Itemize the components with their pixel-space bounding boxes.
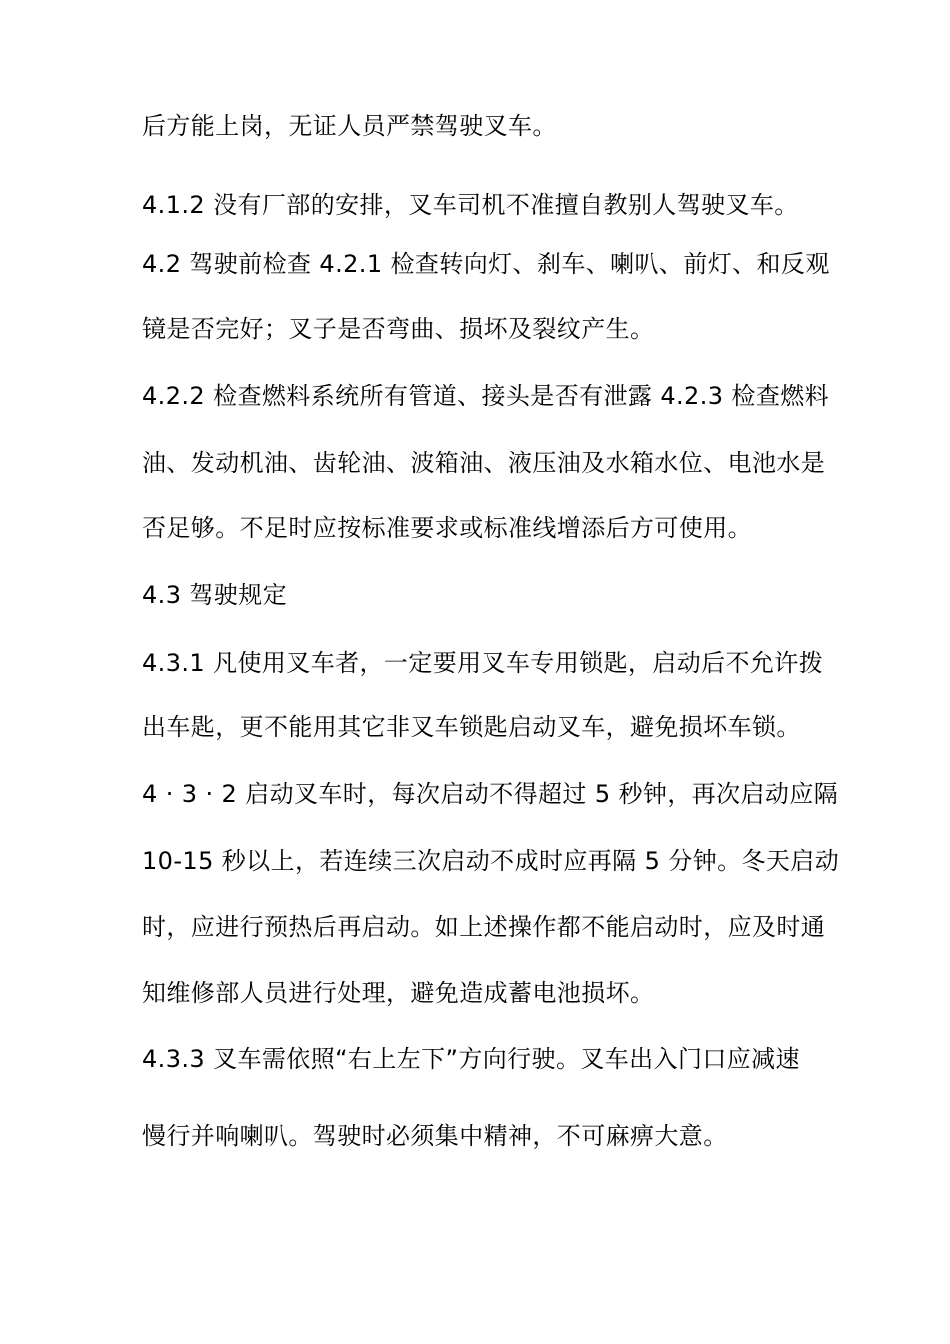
section-heading-4-3: 4.3 驾驶规定 <box>142 581 287 609</box>
text-line-11: 4 · 3 · 2 启动叉车时，每次启动不得超过 5 秒钟，再次启动应隔 <box>142 780 839 808</box>
text-line-15: 4.3.3 叉车需依照“右上左下”方向行驶。叉车出入门口应减速 <box>142 1045 800 1073</box>
text-line-2: 4.1.2 没有厂部的安排，叉车司机不准擅自教别人驾驶叉车。 <box>142 191 799 219</box>
text-line-14: 知维修部人员进行处理，避免造成蓄电池损坏。 <box>142 979 655 1007</box>
text-line-9: 4.3.1 凡使用叉车者，一定要用叉车专用锁匙，启动后不允许拨 <box>142 649 824 677</box>
text-line-7: 否足够。不足时应按标准要求或标准线增添后方可使用。 <box>142 514 752 542</box>
text-line-1: 后方能上岗，无证人员严禁驾驶叉车。 <box>142 112 557 140</box>
text-line-3: 4.2 驾驶前检查 4.2.1 检查转向灯、刹车、喇叭、前灯、和反观 <box>142 250 830 278</box>
text-line-4: 镜是否完好；叉子是否弯曲、损坏及裂纹产生。 <box>142 315 655 343</box>
text-line-16: 慢行并响喇叭。驾驶时必须集中精神，不可麻痹大意。 <box>142 1122 728 1150</box>
text-line-5: 4.2.2 检查燃料系统所有管道、接头是否有泄露 4.2.3 检查燃料 <box>142 382 830 410</box>
text-line-10: 出车匙，更不能用其它非叉车锁匙启动叉车，避免损坏车锁。 <box>142 713 801 741</box>
text-line-6: 油、发动机油、齿轮油、波箱油、液压油及水箱水位、电池水是 <box>142 449 826 477</box>
text-line-13: 时，应进行预热后再启动。如上述操作都不能启动时，应及时通 <box>142 913 826 941</box>
text-line-12: 10-15 秒以上，若连续三次启动不成时应再隔 5 分钟。冬天启动 <box>142 847 840 875</box>
